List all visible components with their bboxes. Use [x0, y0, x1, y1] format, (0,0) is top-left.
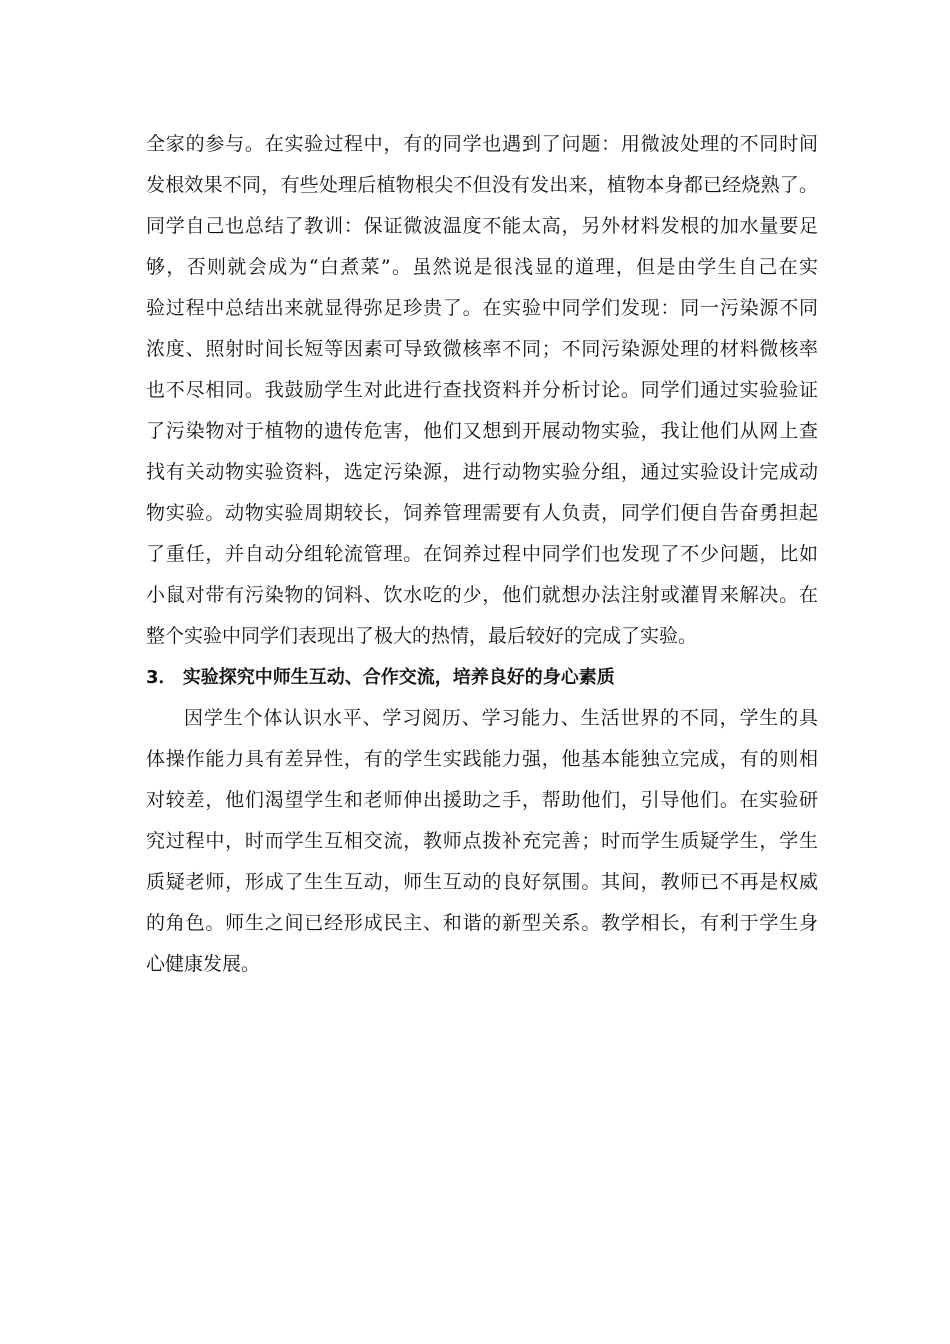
document-body	[146, 124, 818, 985]
paragraph-teacher-student-interaction	[146, 698, 818, 985]
text-line: 究过程中，时而学生互相交流，教师点拨补充完善；时而学生质疑学生，学生	[146, 830, 818, 852]
text-line: 找有关动物实验资料，选定污染源，进行动物实验分组，通过实验设计完成动	[146, 461, 818, 483]
text-line: 全家的参与。在实验过程中，有的同学也遇到了问题：用微波处理的不同时间	[146, 133, 818, 155]
section-heading: 3． 实验探究中师生互动、合作交流，培养良好的身心素质	[146, 667, 615, 688]
paragraph-experiment-process	[146, 124, 818, 657]
text-line: 小鼠对带有污染物的饲料、饮水吃的少，他们就想办法注射或灌胃来解决。在	[146, 584, 818, 606]
text-line: 验过程中总结出来就显得弥足珍贵了。在实验中同学们发现：同一污染源不同	[146, 297, 818, 319]
text-line: 对较差，他们渴望学生和老师伸出援助之手，帮助他们，引导他们。在实验研	[146, 789, 818, 811]
text-line: 质疑老师，形成了生生互动，师生互动的良好氛围。其间，教师已不再是权威	[146, 871, 818, 893]
text-line: 了重任，并自动分组轮流管理。在饲养过程中同学们也发现了不少问题，比如	[146, 543, 818, 565]
text-line: 物实验。动物实验周期较长，饲养管理需要有人负责，同学们便自告奋勇担起	[146, 502, 818, 524]
text-line: 发根效果不同，有些处理后植物根尖不但没有发出来，植物本身都已经烧熟了。	[146, 174, 818, 196]
text-line: 整个实验中同学们表现出了极大的热情，最后较好的完成了实验。	[146, 625, 698, 647]
text-line: 也不尽相同。我鼓励学生对此进行查找资料并分析讨论。同学们通过实验验证	[146, 379, 818, 401]
text-line: 够，否则就会成为“白煮菜”。虽然说是很浅显的道理，但是由学生自己在实	[146, 256, 818, 278]
text-line: 浓度、照射时间长短等因素可导致微核率不同；不同污染源处理的材料微核率	[146, 338, 818, 360]
text-line: 了污染物对于植物的遗传危害，他们又想到开展动物实验，我让他们从网上查	[146, 420, 818, 442]
text-line: 因学生个体认识水平、学习阅历、学习能力、生活世界的不同，学生的具	[184, 707, 818, 729]
text-line: 体操作能力具有差异性，有的学生实践能力强，他基本能独立完成，有的则相	[146, 748, 818, 770]
text-line: 心健康发展。	[146, 953, 261, 975]
text-line: 同学自己也总结了教训：保证微波温度不能太高，另外材料发根的加水量要足	[146, 215, 818, 237]
text-line: 的角色。师生之间已经形成民主、和谐的新型关系。教学相长，有利于学生身	[146, 912, 818, 934]
